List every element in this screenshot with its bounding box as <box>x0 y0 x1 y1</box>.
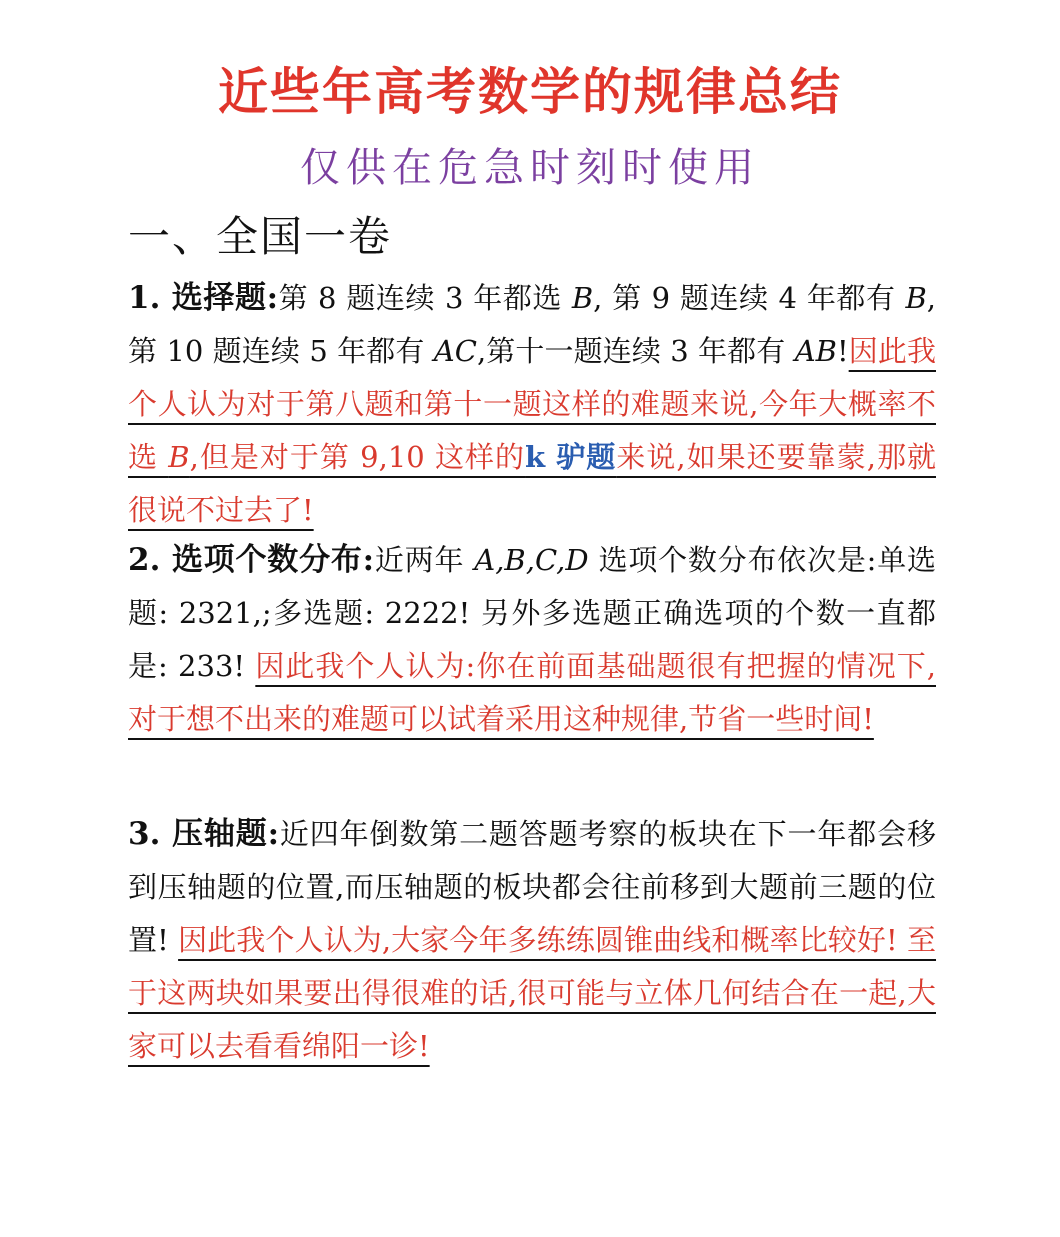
math-var: A,B,C,D <box>474 543 589 577</box>
body-text: ,第十一题连续 3 年都有 <box>476 334 795 368</box>
body-text: ,第 10 题连续 5 年都有 <box>128 281 936 368</box>
item-final-problem <box>128 808 936 1073</box>
body-text: ! <box>837 334 849 368</box>
highlight-part: 来说,如果还要靠蒙,那就很说不过去了! <box>128 440 936 527</box>
item-multiple-choice <box>128 272 936 537</box>
keyword-text: k 驴题 <box>525 440 617 474</box>
body-text: 第 8 题连续 3 年都选 <box>278 281 572 315</box>
highlight-part: ,但是对于第 9,10 这样的 <box>189 440 526 474</box>
body-text: 选项个数分布依次是:单选题: 2321,;多选题: 2222! 另外多选题正确选项的个数一直都是: 233! <box>128 543 936 683</box>
body-text: 近四年倒数第二题答题考察的板块在下一年都会移到压轴题的位置,而压轴题的板块都会往前移到大题前三题的位置! <box>128 817 936 957</box>
item-lead: 3. 压轴题: <box>128 816 280 852</box>
page-title: 近些年高考数学的规律总结 <box>218 63 842 121</box>
body-text: 近两年 <box>374 543 475 577</box>
highlight-text: 因此我个人认为,大家今年多练练圆锥曲线和概率比较好! 至于这两块如果要出得很难的话,很可能与立体几何结合在一起,大家可以去看看绵阳一诊! <box>128 923 937 1063</box>
item-option-distribution <box>128 534 936 746</box>
math-var: AB <box>794 334 837 368</box>
highlight-text: 因此我个人认为:你在前面基础题很有把握的情况下,对于想不出来的难题可以试着采用这种规律,节省一些时间! <box>128 649 936 736</box>
math-var: B <box>905 281 927 315</box>
item-lead: 1. 选择题: <box>128 280 279 316</box>
highlight-part: 因此我个人认为对于第八题和第十一题这样的难题来说,今年大概率不选 <box>128 334 936 474</box>
item-lead: 2. 选项个数分布: <box>128 542 375 578</box>
section-heading: 一、全国一卷 <box>128 212 393 261</box>
math-var: AC <box>433 334 477 368</box>
math-var: B <box>168 440 190 474</box>
body-text: , 第 9 题连续 4 年都有 <box>593 281 906 315</box>
page-subtitle: 仅供在危急时刻时使用 <box>300 145 760 191</box>
math-var: B <box>571 281 594 315</box>
